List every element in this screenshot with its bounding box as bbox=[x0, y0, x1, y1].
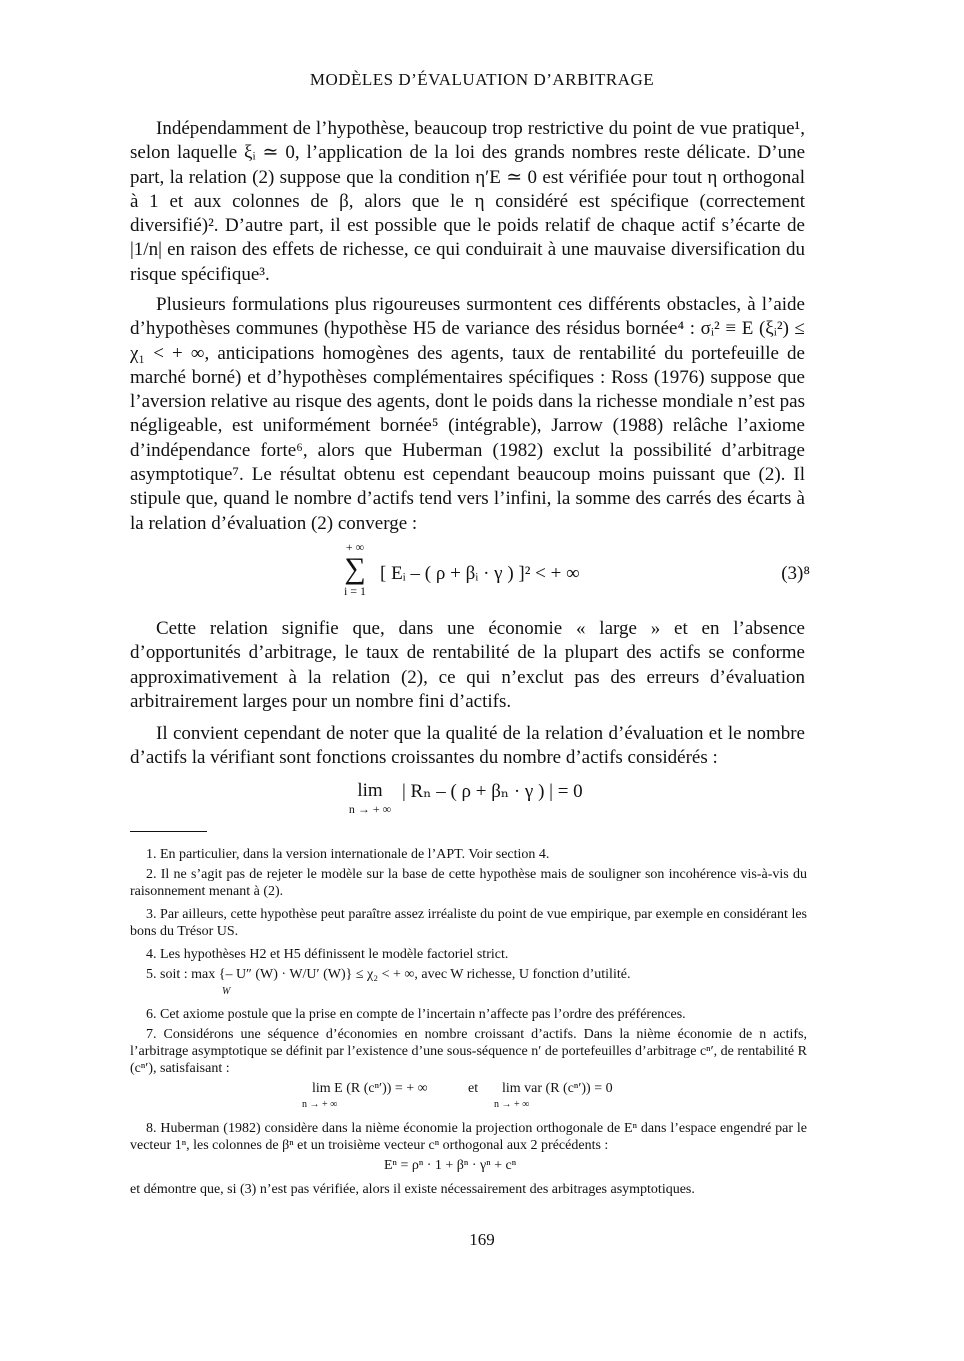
limit-expression: | Rₙ – ( ρ + βₙ · γ ) | = 0 bbox=[402, 781, 583, 802]
footnote-5 bbox=[130, 966, 807, 983]
footnote-2 bbox=[130, 866, 807, 900]
paragraph-4 bbox=[130, 722, 805, 771]
footnote-3 bbox=[130, 906, 807, 940]
summation bbox=[340, 540, 370, 599]
equation-3-number: (3)⁸ bbox=[781, 563, 810, 584]
footnote-4-text: 4. Les hypothèses H2 et H5 définissent le modèle factoriel strict. bbox=[146, 947, 509, 962]
limit-operator bbox=[340, 780, 400, 816]
footnote-8-continuation-text: et démontre que, si (3) n’est pas vérifiée, alors il existe nécessairement des arbitrages asymptotiques. bbox=[130, 1182, 695, 1197]
footnote-7-math-left-expr: lim E (R (cⁿ′)) = + ∞ bbox=[312, 1081, 428, 1096]
paragraph-2-text: Plusieurs formulations plus rigoureuses surmontent ces différents obstacles, à l’aide d’hypothèses communes (hypothèse H5 de variance des résidus bornée⁴ : σᵢ² ≡ E (ξᵢ²) ≤ χ₁ < + ∞, anticipations homogènes des agents, taux de rentabilité du portefeuille de marché borné) et d’hypothèses complémentaires spécifiques : Ross (1976) suppose que l’aversion relative au risque des agents, dont le poids dans la richesse mondiale n’est pas négligeable, est uniformément bornée⁵ (intégrable), Jarrow (1988) relâche l’axiome d’indépendance forte⁶, alors que Huberman (1982) exclut la possibilité d’arbitrage asymptotique⁷. Le résultat obtenu est cependant beaucoup moins puissant que (2). Il stipule que, quand le nombre d’actifs tend vers l’infini, la somme des carrés des écarts à la relation d’évaluation (2) converge : bbox=[130, 294, 805, 534]
footnote-7-math-and: et bbox=[468, 1081, 479, 1096]
footnote-separator bbox=[130, 831, 207, 832]
footnote-7-text: 7. Considérons une séquence d’économies en nombre croissant d’actifs. Dans la nième économie de n actifs, l’arbitrage asymptotique se définit par l’existence d’une sous-séquence n′ de portefeuilles d’arbitrage cⁿ′, de rentabilité R (cⁿ′), satisfaisant : bbox=[130, 1027, 807, 1076]
sum-lower-limit: i = 1 bbox=[343, 584, 367, 598]
sigma-symbol: ∑ bbox=[344, 552, 366, 585]
page-number: 169 bbox=[469, 1230, 495, 1249]
footnote-1-text: 1. En particulier, dans la version internationale de l’APT. Voir section 4. bbox=[146, 847, 550, 862]
lim-subscript: n → + ∞ bbox=[348, 802, 392, 816]
footnote-4 bbox=[130, 946, 807, 963]
footnote-7-math-right bbox=[494, 1081, 613, 1110]
equation-3-expression: [ Eᵢ – ( ρ + βᵢ · γ ) ]² < + ∞ bbox=[380, 563, 580, 584]
footnote-8-math: Eⁿ = ρⁿ · 1 + βⁿ · γⁿ + cⁿ bbox=[384, 1158, 517, 1173]
footnote-3-text: 3. Par ailleurs, cette hypothèse peut paraître assez irréaliste du point de vue empirique, par exemple en considérant les bons du Trésor US. bbox=[130, 907, 807, 939]
footnote-7-math-right-subscript: n → + ∞ bbox=[494, 1099, 530, 1110]
footnote-7-math-left bbox=[302, 1081, 428, 1110]
paragraph-3-text: Cette relation signifie que, dans une économie « large » et en l’absence d’opportunités d’arbitrage, le taux de rentabilité de la plupart des actifs se conforme approximativement à la relation (2), ce qui n’exclut pas des erreurs d’évaluation arbitrairement larges pour un nombre fini d’actifs. bbox=[130, 618, 805, 712]
footnote-5-text: 5. soit : max {– U″ (W) · W/U′ (W)} ≤ χ₂ < + ∞, avec W richesse, U fonction d’utilité. bbox=[146, 967, 631, 982]
paragraph-1 bbox=[130, 117, 805, 287]
running-header: MODÈLES D’ÉVALUATION D’ARBITRAGE bbox=[309, 70, 655, 89]
footnote-2-text: 2. Il ne s’agit pas de rejeter le modèle sur la base de cette hypothèse mais de souligner son incohérence vis-à-vis du raisonnement menant à (2). bbox=[130, 867, 807, 899]
footnote-1 bbox=[130, 846, 807, 863]
footnote-8-continuation bbox=[130, 1181, 807, 1198]
footnote-7-math-right-expr: lim var (R (cⁿ′)) = 0 bbox=[502, 1081, 613, 1096]
lim-word: lim bbox=[357, 780, 383, 801]
paragraph-1-text: Indépendamment de l’hypothèse, beaucoup trop restrictive du point de vue pratique¹, selon laquelle ξᵢ ≃ 0, l’application de la loi des grands nombres reste délicate. D’une part, la relation (2) suppose que la condition η′E ≃ 0 est vérifiée pour tout η orthogonal à 1 et aux colonnes de β, alors que le η considéré est spécifique (correctement diversifié)². D’autre part, il est possible que le poids relatif de chaque actif s’écarte de |1/n| en raison des effets de richesse, ce qui conduirait à une mauvaise diversification du risque spécifique³. bbox=[130, 118, 805, 285]
footnote-6 bbox=[130, 1006, 807, 1023]
sum-upper-limit: + ∞ bbox=[345, 540, 365, 554]
footnote-7-math-left-subscript: n → + ∞ bbox=[302, 1099, 338, 1110]
limit-equation bbox=[340, 776, 640, 816]
paragraph-3 bbox=[130, 617, 805, 714]
paragraph-4-text: Il convient cependant de noter que la qualité de la relation d’évaluation et le nombre d’actifs la vérifiant sont fonctions croissantes du nombre d’actifs considérés : bbox=[130, 723, 805, 769]
footnote-7 bbox=[130, 1026, 807, 1077]
equation-3 bbox=[340, 540, 810, 608]
footnote-8-text: 8. Huberman (1982) considère dans la nième économie la projection orthogonale de Eⁿ dans l’espace engendré par le vecteur 1ⁿ, les colonnes de βⁿ et un troisième vecteur cⁿ orthogonal aux 2 précédents : bbox=[130, 1121, 807, 1153]
footnote-8 bbox=[130, 1120, 807, 1154]
footnote-5-max-subscript: W bbox=[222, 986, 231, 997]
footnote-6-text: 6. Cet axiome postule que la prise en compte de l’incertain n’affecte pas l’ordre des préférences. bbox=[146, 1007, 686, 1022]
paragraph-2 bbox=[130, 293, 805, 536]
